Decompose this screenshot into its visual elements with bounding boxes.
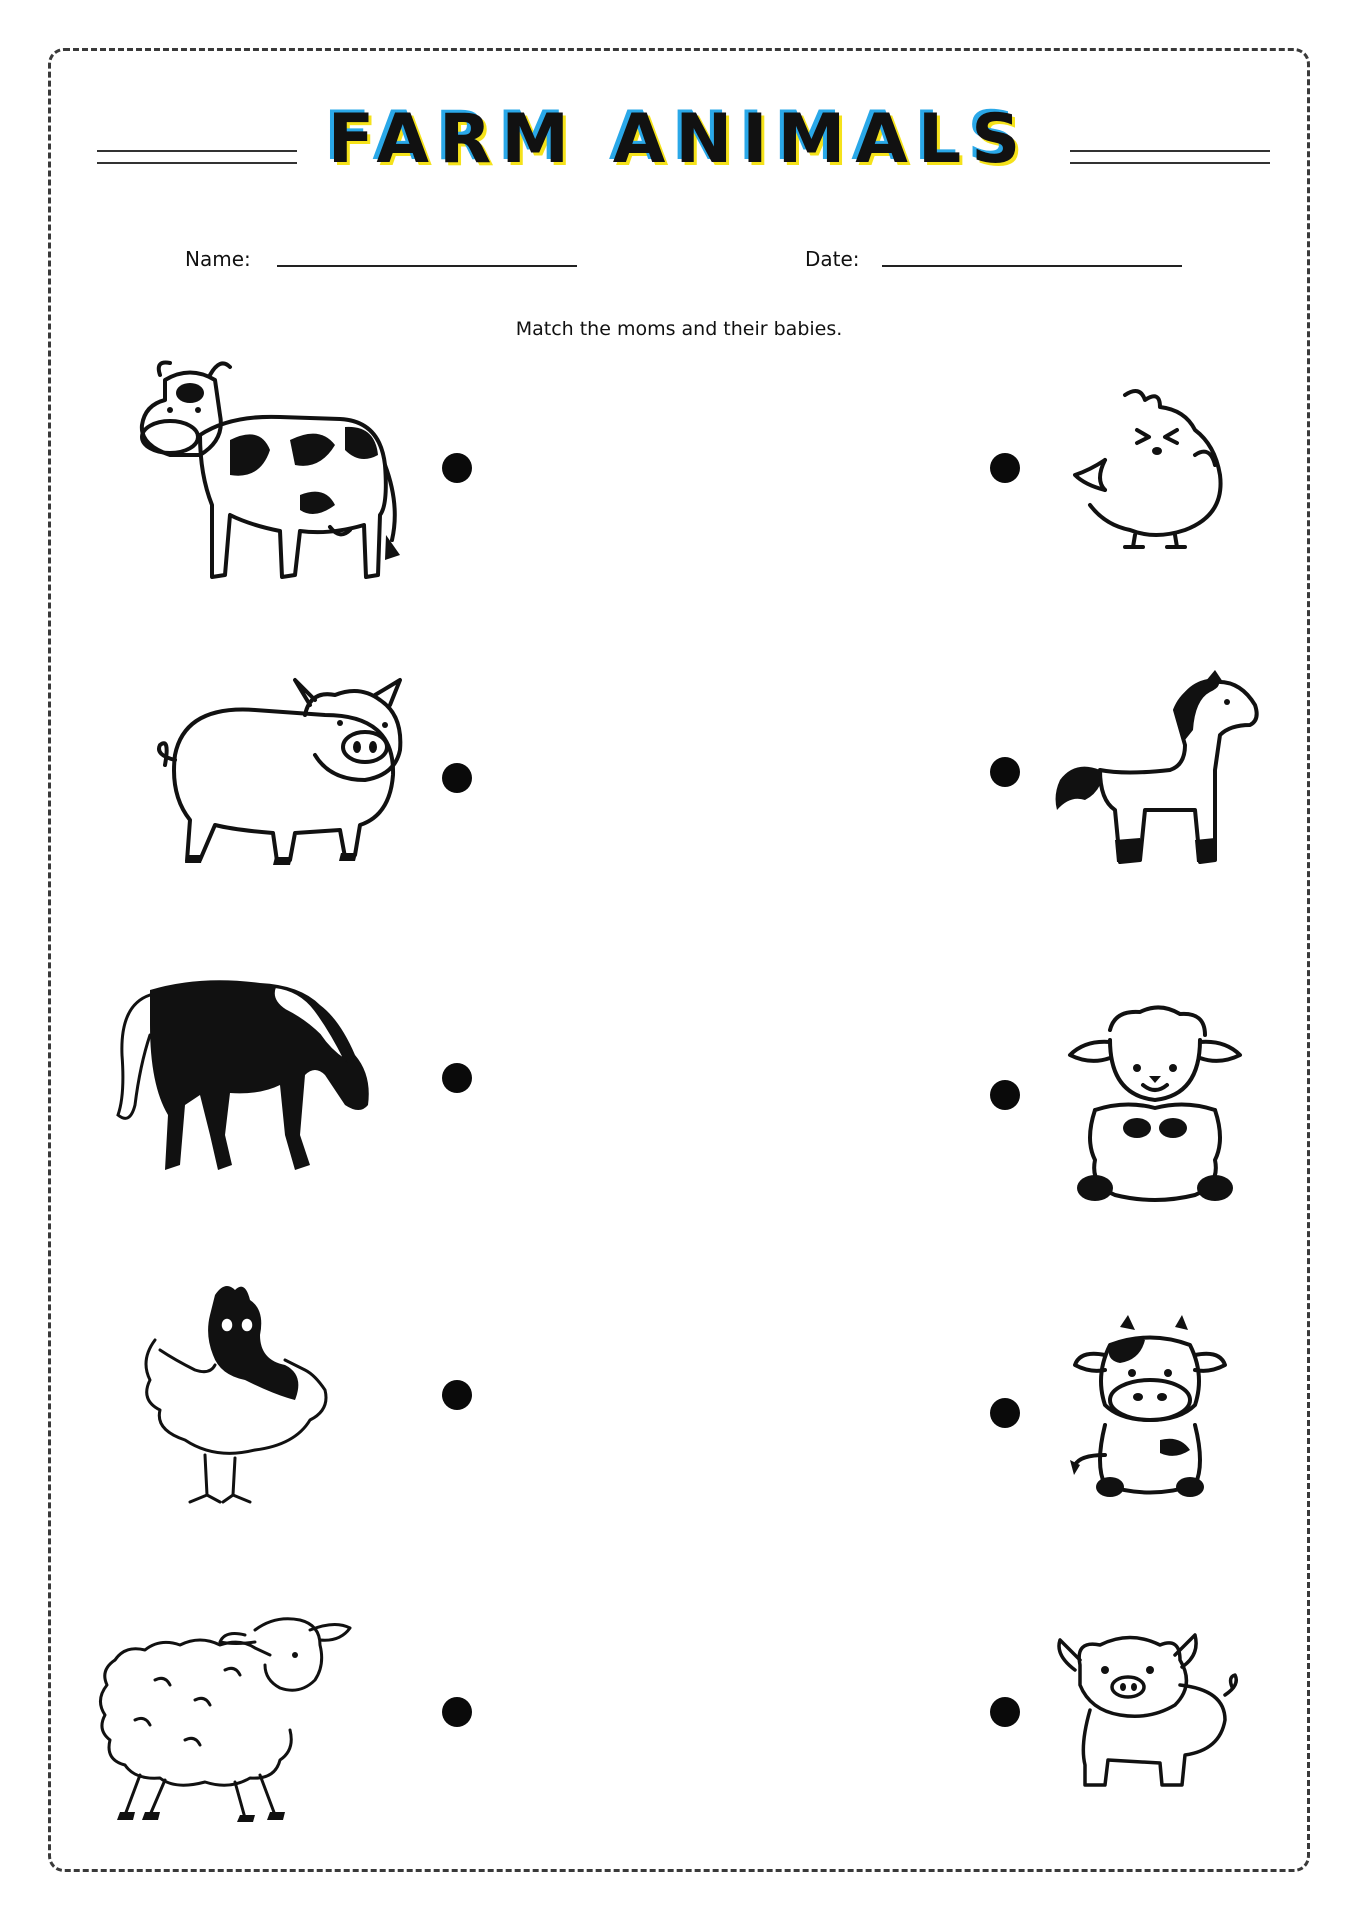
mom-dot-5[interactable] (442, 1697, 472, 1727)
baby-dot-3[interactable] (990, 1080, 1020, 1110)
pig-icon (145, 675, 415, 885)
instruction-text: Match the moms and their babies. (515, 318, 843, 340)
piglet-icon (1050, 1625, 1250, 1795)
date-label: Date: (805, 247, 860, 271)
chick-icon (1065, 385, 1245, 555)
name-label: Name: (185, 247, 251, 271)
sheep-icon (95, 1600, 360, 1825)
foal-icon (1045, 670, 1270, 875)
mom-dot-4[interactable] (442, 1380, 472, 1410)
baby-dot-1[interactable] (990, 453, 1020, 483)
baby-dot-5[interactable] (990, 1697, 1020, 1727)
date-field[interactable] (882, 265, 1182, 267)
cow-icon (130, 355, 400, 585)
worksheet-title: FARM ANIMALS (327, 100, 1031, 179)
calf-icon (1060, 1315, 1240, 1505)
mom-dot-1[interactable] (442, 453, 472, 483)
baby-dot-2[interactable] (990, 757, 1020, 787)
lamb-icon (1065, 1000, 1245, 1210)
mom-dot-2[interactable] (442, 763, 472, 793)
hen-icon (135, 1280, 345, 1515)
horse-icon (110, 965, 380, 1180)
name-field[interactable] (277, 265, 577, 267)
mom-dot-3[interactable] (442, 1063, 472, 1093)
baby-dot-4[interactable] (990, 1398, 1020, 1428)
